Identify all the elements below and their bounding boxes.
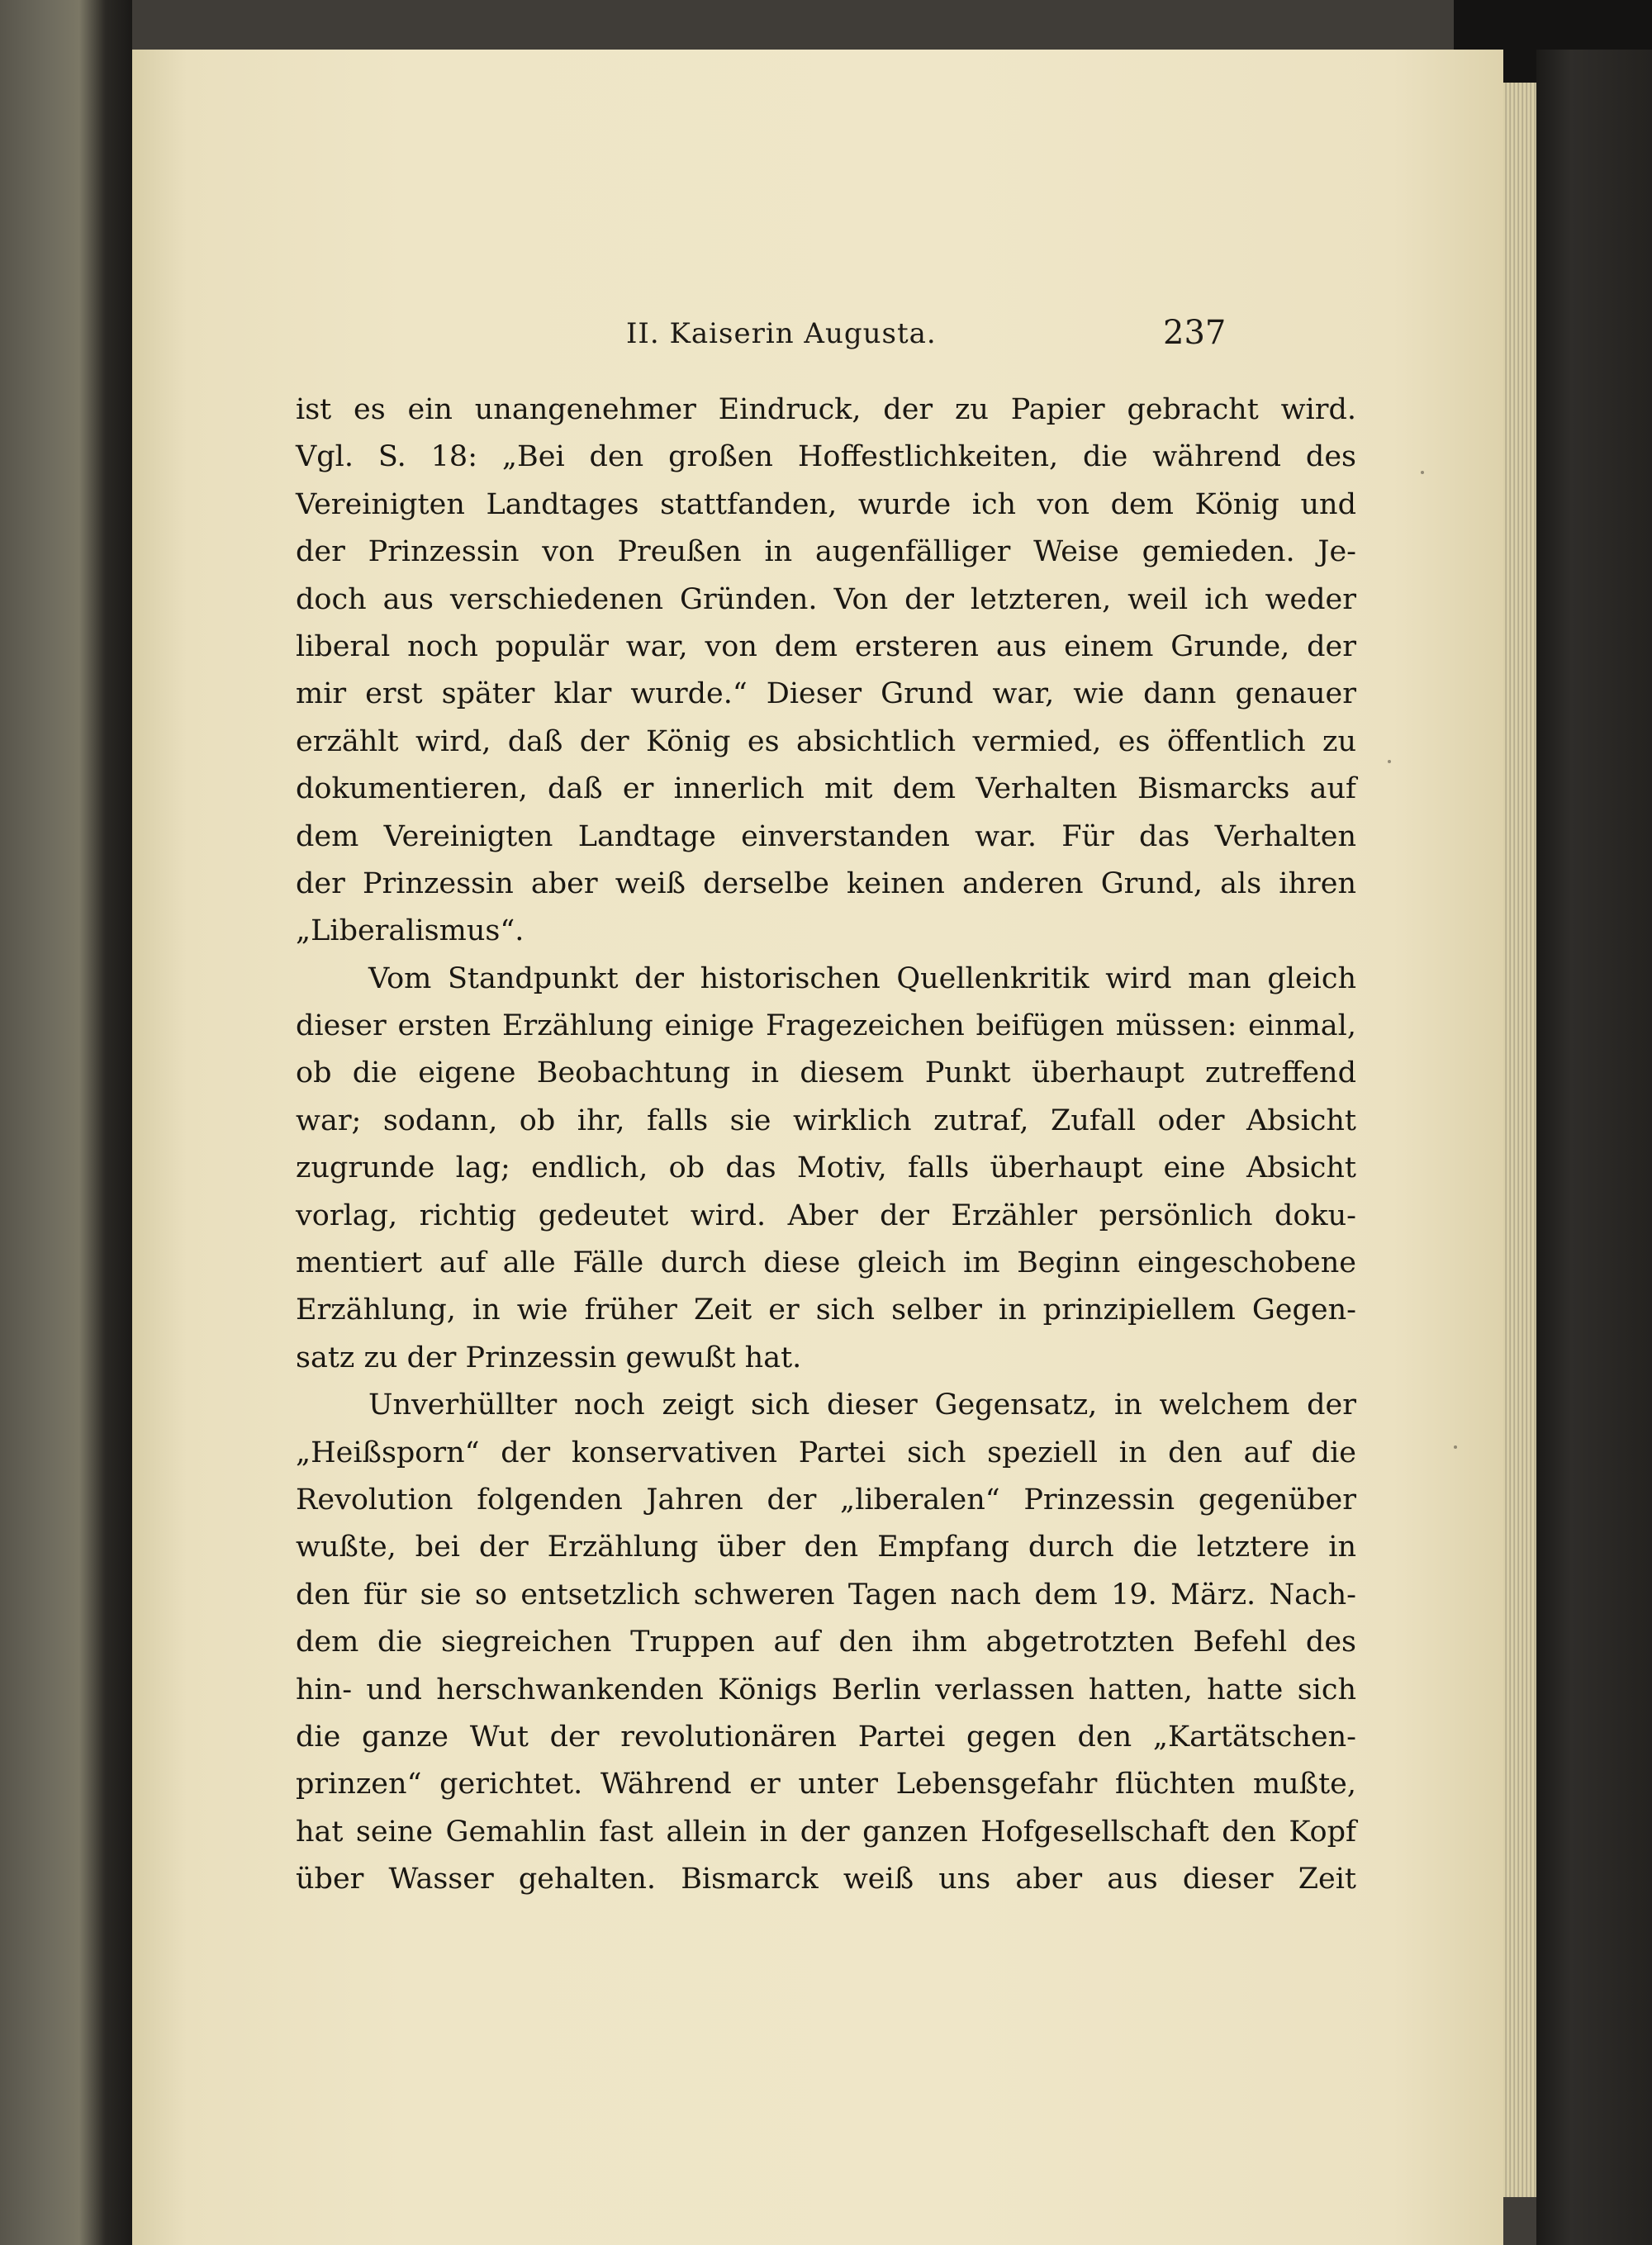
page-number: 237 — [1163, 314, 1227, 352]
text-line: doch aus verschiedenen Gründen. Von der letzteren, weil ich weder — [296, 582, 1356, 616]
text-line: liberal noch populär war, von dem ersteren aus einem Grunde, der — [296, 629, 1356, 663]
page-header — [132, 314, 1503, 363]
text-line: ob die eigene Beobachtung in diesem Punkt überhaupt zutreffend — [296, 1056, 1356, 1090]
text-line: die ganze Wut der revolutionären Partei gegen den „Kartätschen- — [296, 1720, 1356, 1754]
text-line: Erzählung, in wie früher Zeit er sich selber in prinzipiellem Gegen- — [296, 1293, 1356, 1327]
text-line: hin- und herschwankenden Königs Berlin verlassen hatten, hatte sich — [296, 1673, 1356, 1706]
text-line: „Heißsporn“ der konservativen Partei sich speziell in den auf die — [296, 1436, 1356, 1469]
text-line: satz zu der Prinzessin gewußt hat. — [296, 1341, 802, 1374]
text-line: mentiert auf alle Fälle durch diese gleich im Beginn eingeschobene — [296, 1246, 1356, 1280]
text-line: über Wasser gehalten. Bismarck weiß uns aber aus dieser Zeit — [296, 1863, 1356, 1896]
paper-speck — [1388, 760, 1391, 763]
text-line: zugrunde lag; endlich, ob das Motiv, falls überhaupt eine Absicht — [296, 1151, 1356, 1185]
text-line: Revolution folgenden Jahren der „liberalen“ Prinzessin gegenüber — [296, 1483, 1356, 1516]
text-line: Vom Standpunkt der historischen Quellenkritik wird man gleich — [368, 961, 1356, 995]
text-line: ist es ein unangenehmer Eindruck, der zu Papier gebracht wird. — [296, 393, 1356, 426]
body-text — [296, 387, 1356, 1904]
text-line: „Liberalismus“. — [296, 914, 525, 948]
text-line: prinzen“ gerichtet. Während er unter Lebensgefahr flüchten mußte, — [296, 1768, 1356, 1801]
text-line: dem Vereinigten Landtage einverstanden war. Für das Verhalten — [296, 819, 1356, 853]
text-line: mir erst später klar wurde.“ Dieser Grund war, wie dann genauer — [296, 677, 1356, 711]
book-page — [132, 50, 1503, 2245]
text-line: vorlag, richtig gedeutet wird. Aber der Erzähler persönlich doku- — [296, 1198, 1356, 1232]
paper-speck — [1454, 1445, 1457, 1449]
paper-speck — [1421, 471, 1424, 474]
text-line: erzählt wird, daß der König es absichtlich vermied, es öffentlich zu — [296, 724, 1356, 758]
text-line: dokumentieren, daß er innerlich mit dem Verhalten Bismarcks auf — [296, 772, 1356, 806]
stacked-page-edges — [1499, 83, 1536, 2197]
text-line: Vgl. S. 18: „Bei den großen Hoffestlichkeiten, die während des — [296, 440, 1356, 474]
left-page-edge — [0, 0, 132, 2245]
text-line: der Prinzessin aber weiß derselbe keinen anderen Grund, als ihren — [296, 866, 1356, 900]
text-line: den für sie so entsetzlich schweren Tagen nach dem 19. März. Nach- — [296, 1578, 1356, 1611]
running-title: II. Kaiserin Augusta. — [626, 317, 937, 350]
text-line: Vereinigten Landtages stattfanden, wurde ich von dem König und — [296, 487, 1356, 521]
text-line: war; sodann, ob ihr, falls sie wirklich zutraf, Zufall oder Absicht — [296, 1104, 1356, 1137]
text-line: Unverhüllter noch zeigt sich dieser Gegensatz, in welchem der — [368, 1388, 1356, 1422]
text-line: dieser ersten Erzählung einige Fragezeichen beifügen müssen: einmal, — [296, 1009, 1356, 1043]
text-line: dem die siegreichen Truppen auf den ihm abgetrotzten Befehl des — [296, 1626, 1356, 1659]
text-line: wußte, bei der Erzählung über den Empfang durch die letztere in — [296, 1531, 1356, 1564]
text-line: hat seine Gemahlin fast allein in der ganzen Hofgesellschaft den Kopf — [296, 1815, 1356, 1849]
text-line: der Prinzessin von Preußen in augenfälliger Weise gemieden. Je- — [296, 535, 1356, 569]
book-cover-right — [1536, 50, 1652, 2245]
